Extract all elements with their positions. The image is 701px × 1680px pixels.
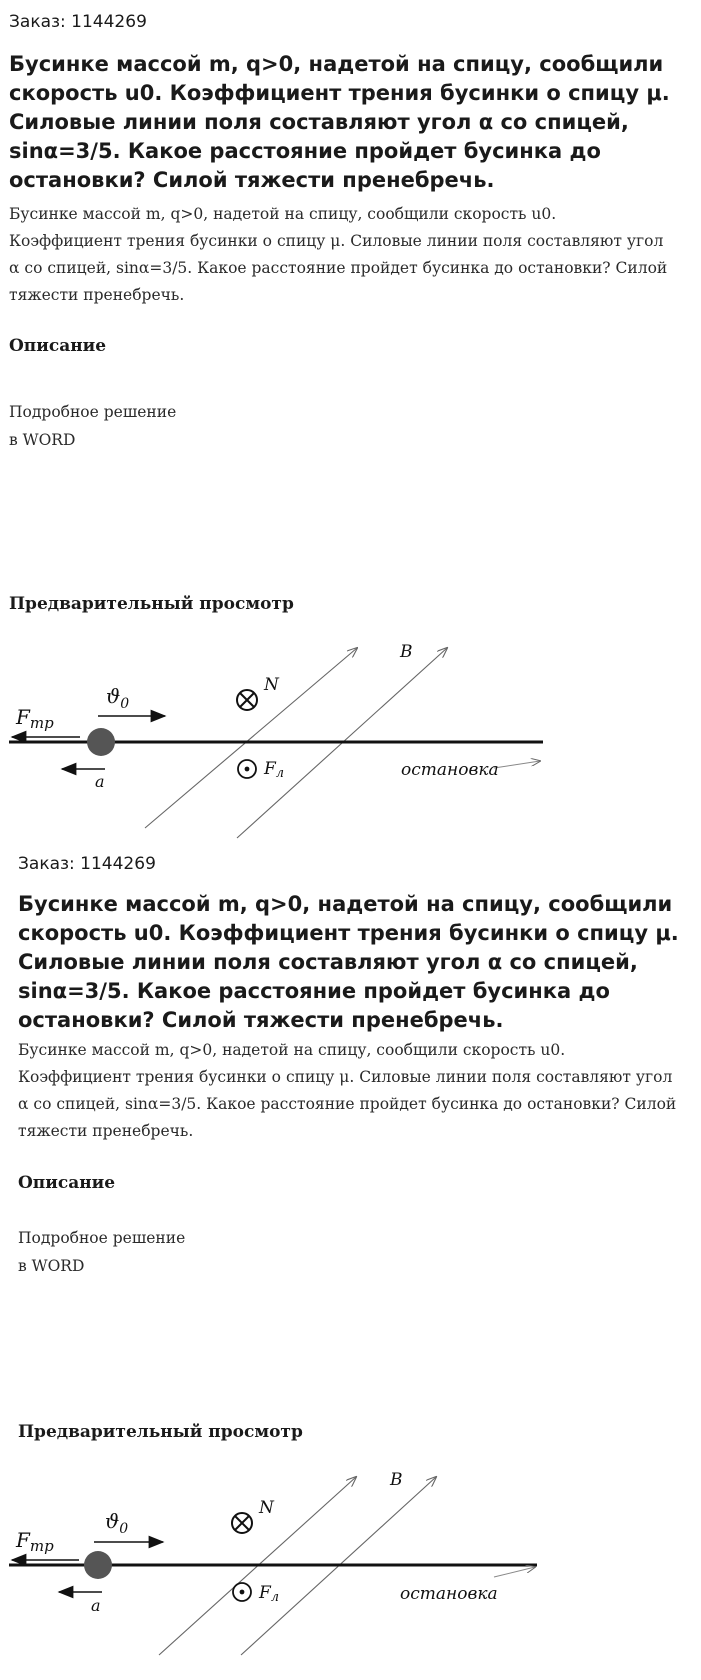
problem-title: Бусинке массой m, q>0, надетой на спицу, сообщили скорость u0. Коэффициент трения бусинки о спицу μ. Силовые линии поля составляют угол α со спицей, sinα=3/5. Какое расстояние пройдет бусинка до остановки? Силой тяжести пренебречь. <box>9 52 670 192</box>
field-b-label: B <box>400 642 413 662</box>
lorentz-label-sub: л <box>270 1590 280 1605</box>
stop-label: остановка <box>400 1584 498 1604</box>
velocity-label-main: ϑ <box>105 1509 120 1533</box>
friction-label <box>15 1528 54 1555</box>
preview-diagram-repeat <box>9 1455 609 1665</box>
description-heading: Описание <box>9 336 107 356</box>
order-number: Заказ: 1144269 <box>9 12 147 32</box>
velocity-label-sub: 0 <box>120 696 130 712</box>
preview-diagram <box>0 630 600 840</box>
friction-label-main: F <box>16 705 30 729</box>
friction-label <box>15 705 54 732</box>
normal-force-label: N <box>259 1498 274 1518</box>
preview-heading-repeat: Предварительный просмотр <box>18 1422 303 1442</box>
field-line-1 <box>145 648 357 828</box>
problem-description-repeat: Бусинке массой m, q>0, надетой на спицу, сообщили скорость u0. Коэффициент трения бусинки о спицу μ. Силовые линии поля составляют угол α со спицей, sinα=3/5. Какое расстояние пройдет бусинка до остановки? Силой тяжести пренебречь. <box>18 1041 677 1140</box>
solution-line-2: в WORD <box>9 431 76 449</box>
solution-line-1: Подробное решение <box>9 403 177 421</box>
stop-label: остановка <box>401 760 499 780</box>
preview-heading: Предварительный просмотр <box>9 594 294 614</box>
problem-title-repeat: Бусинке массой m, q>0, надетой на спицу, сообщили скорость u0. Коэффициент трения бусинки о спицу μ. Силовые линии поля составляют угол α со спицей, sinα=3/5. Какое расстояние пройдет бусинка до остановки? Силой тяжести пренебречь. <box>18 892 679 1032</box>
friction-label-sub: тр <box>29 714 54 732</box>
normal-force-label: N <box>264 675 279 695</box>
velocity-label-main: ϑ <box>106 684 121 708</box>
order-block-repeat <box>9 840 701 1680</box>
out-of-page-icon <box>233 1583 251 1601</box>
solution-info <box>9 398 176 454</box>
problem-description: Бусинке массой m, q>0, надетой на спицу, сообщили скорость u0. Коэффициент трения бусинки о спицу μ. Силовые линии поля составляют угол α со спицей, sinα=3/5. Какое расстояние пройдет бусинка до остановки? Силой тяжести пренебречь. <box>9 205 668 304</box>
into-page-icon <box>232 1513 252 1533</box>
lorentz-label-main: F <box>264 759 276 779</box>
acceleration-label: a <box>91 1596 101 1615</box>
velocity-label-sub: 0 <box>119 1521 129 1537</box>
field-b-label: B <box>390 1470 403 1490</box>
out-of-page-icon <box>238 760 256 778</box>
stop-arrow <box>494 1567 535 1577</box>
solution-info-repeat <box>18 1224 185 1280</box>
bead <box>87 728 115 756</box>
friction-label-main: F <box>16 1528 30 1552</box>
bead <box>84 1551 112 1579</box>
velocity-label <box>105 1509 128 1537</box>
acceleration-label: a <box>95 772 105 791</box>
physics-diagram-svg <box>0 630 600 840</box>
into-page-icon <box>237 690 257 710</box>
friction-label-sub: тр <box>29 1537 54 1555</box>
lorentz-force-label <box>263 759 284 781</box>
solution-line-1-repeat: Подробное решение <box>18 1229 186 1247</box>
stop-arrow <box>494 761 540 768</box>
velocity-label <box>106 684 129 712</box>
lorentz-force-label <box>258 1583 279 1605</box>
lorentz-label-sub: л <box>275 766 285 781</box>
solution-line-2-repeat: в WORD <box>18 1257 85 1275</box>
description-heading-repeat: Описание <box>18 1173 116 1193</box>
order-number-repeat: Заказ: 1144269 <box>18 854 156 874</box>
lorentz-label-main: F <box>259 1583 271 1603</box>
physics-diagram-svg-repeat <box>9 1455 609 1665</box>
